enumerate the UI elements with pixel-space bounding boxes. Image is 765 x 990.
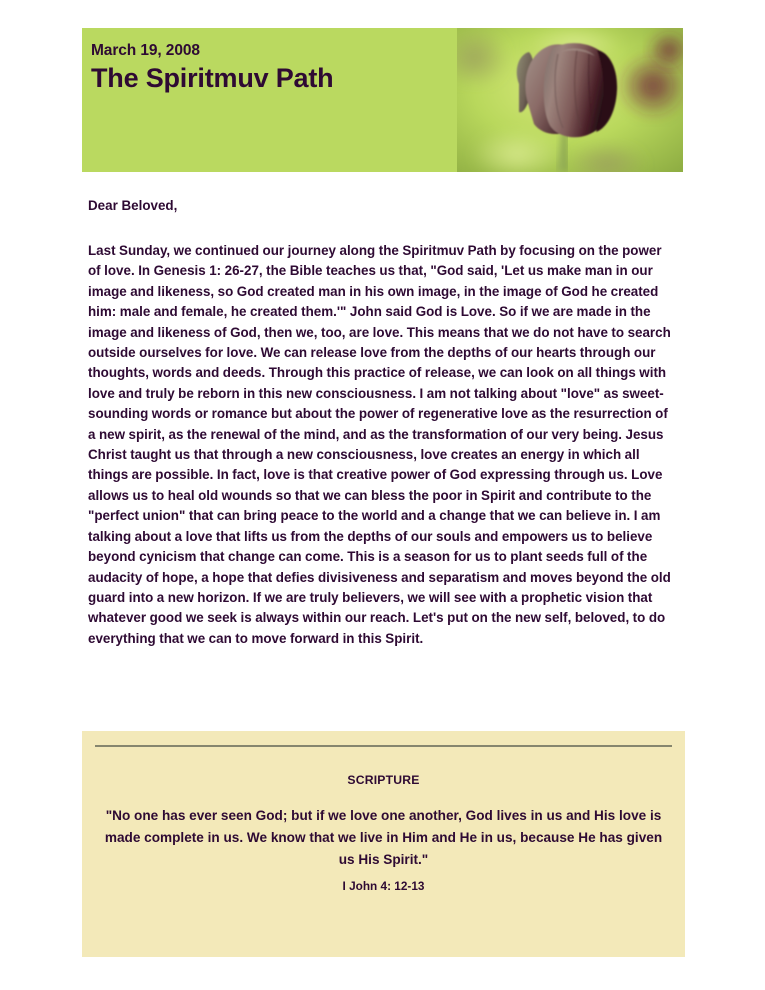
issue-date: March 19, 2008 <box>91 42 200 59</box>
letter-body-paragraph: Last Sunday, we continued our journey along the Spiritmuv Path by focusing on the power of love. In Genesis 1: 26-27, the Bible teaches us that, "God said, 'Let us make man in our image and likeness, so God created man in his own image, in the image of God he created him: male and female, he created them.'" John said God is Love. So if we are made in the image and likeness of God, then we, too, are love. This means that we do not have to search outside ourselves for love. We can release love from the depths of our hearts through our thoughts, words and deeds. Through this practice of release, we can look on all things with love and truly be reborn in this new consciousness. I am not talking about "love" as sweet-sounding words or romance but about the power of regenerative love as the resurrection of a new spirit, as the renewal of the mind, and as the transformation of our very being. Jesus Christ taught us that through a new consciousness, love creates an energy in which all things are possible. In fact, love is that creative power of God expressing through us. Love allows us to heal old wounds so that we can bless the poor in Spirit and contribute to the "perfect union" that can bring peace to the world and a change that we can believe in. I am talking about a love that lifts us from the depths of our souls and empowers us to believe beyond cynicism that change can come. This is a season for us to plant seeds full of the audacity of hope, a hope that defies divisiveness and separatism and moves beyond the old guard into a new horizon. If we are truly believers, we will see with a prophetic vision that whatever good we seek is always within our reach. Let's put on the new self, beloved, to do everything that we can to move forward in this Spirit. <box>88 243 671 646</box>
banner-text-block <box>91 41 333 95</box>
scripture-divider <box>95 745 672 747</box>
page-title: The Spiritmuv Path <box>91 63 334 93</box>
letter-section <box>88 196 674 649</box>
salutation: Dear Beloved, <box>88 198 178 213</box>
scripture-quote: "No one has ever seen God; but if we love one another, God lives in us and His love is made complete in us. We know that we live in Him and He in us, because He has given us His Spirit." <box>104 808 663 867</box>
scripture-citation: I John 4: 12-13 <box>342 879 425 893</box>
tulip-photo <box>457 28 683 172</box>
scripture-heading: SCRIPTURE <box>347 773 420 787</box>
tulip-photo-graphic <box>457 28 683 172</box>
header-banner <box>82 28 683 172</box>
scripture-panel <box>82 731 685 957</box>
